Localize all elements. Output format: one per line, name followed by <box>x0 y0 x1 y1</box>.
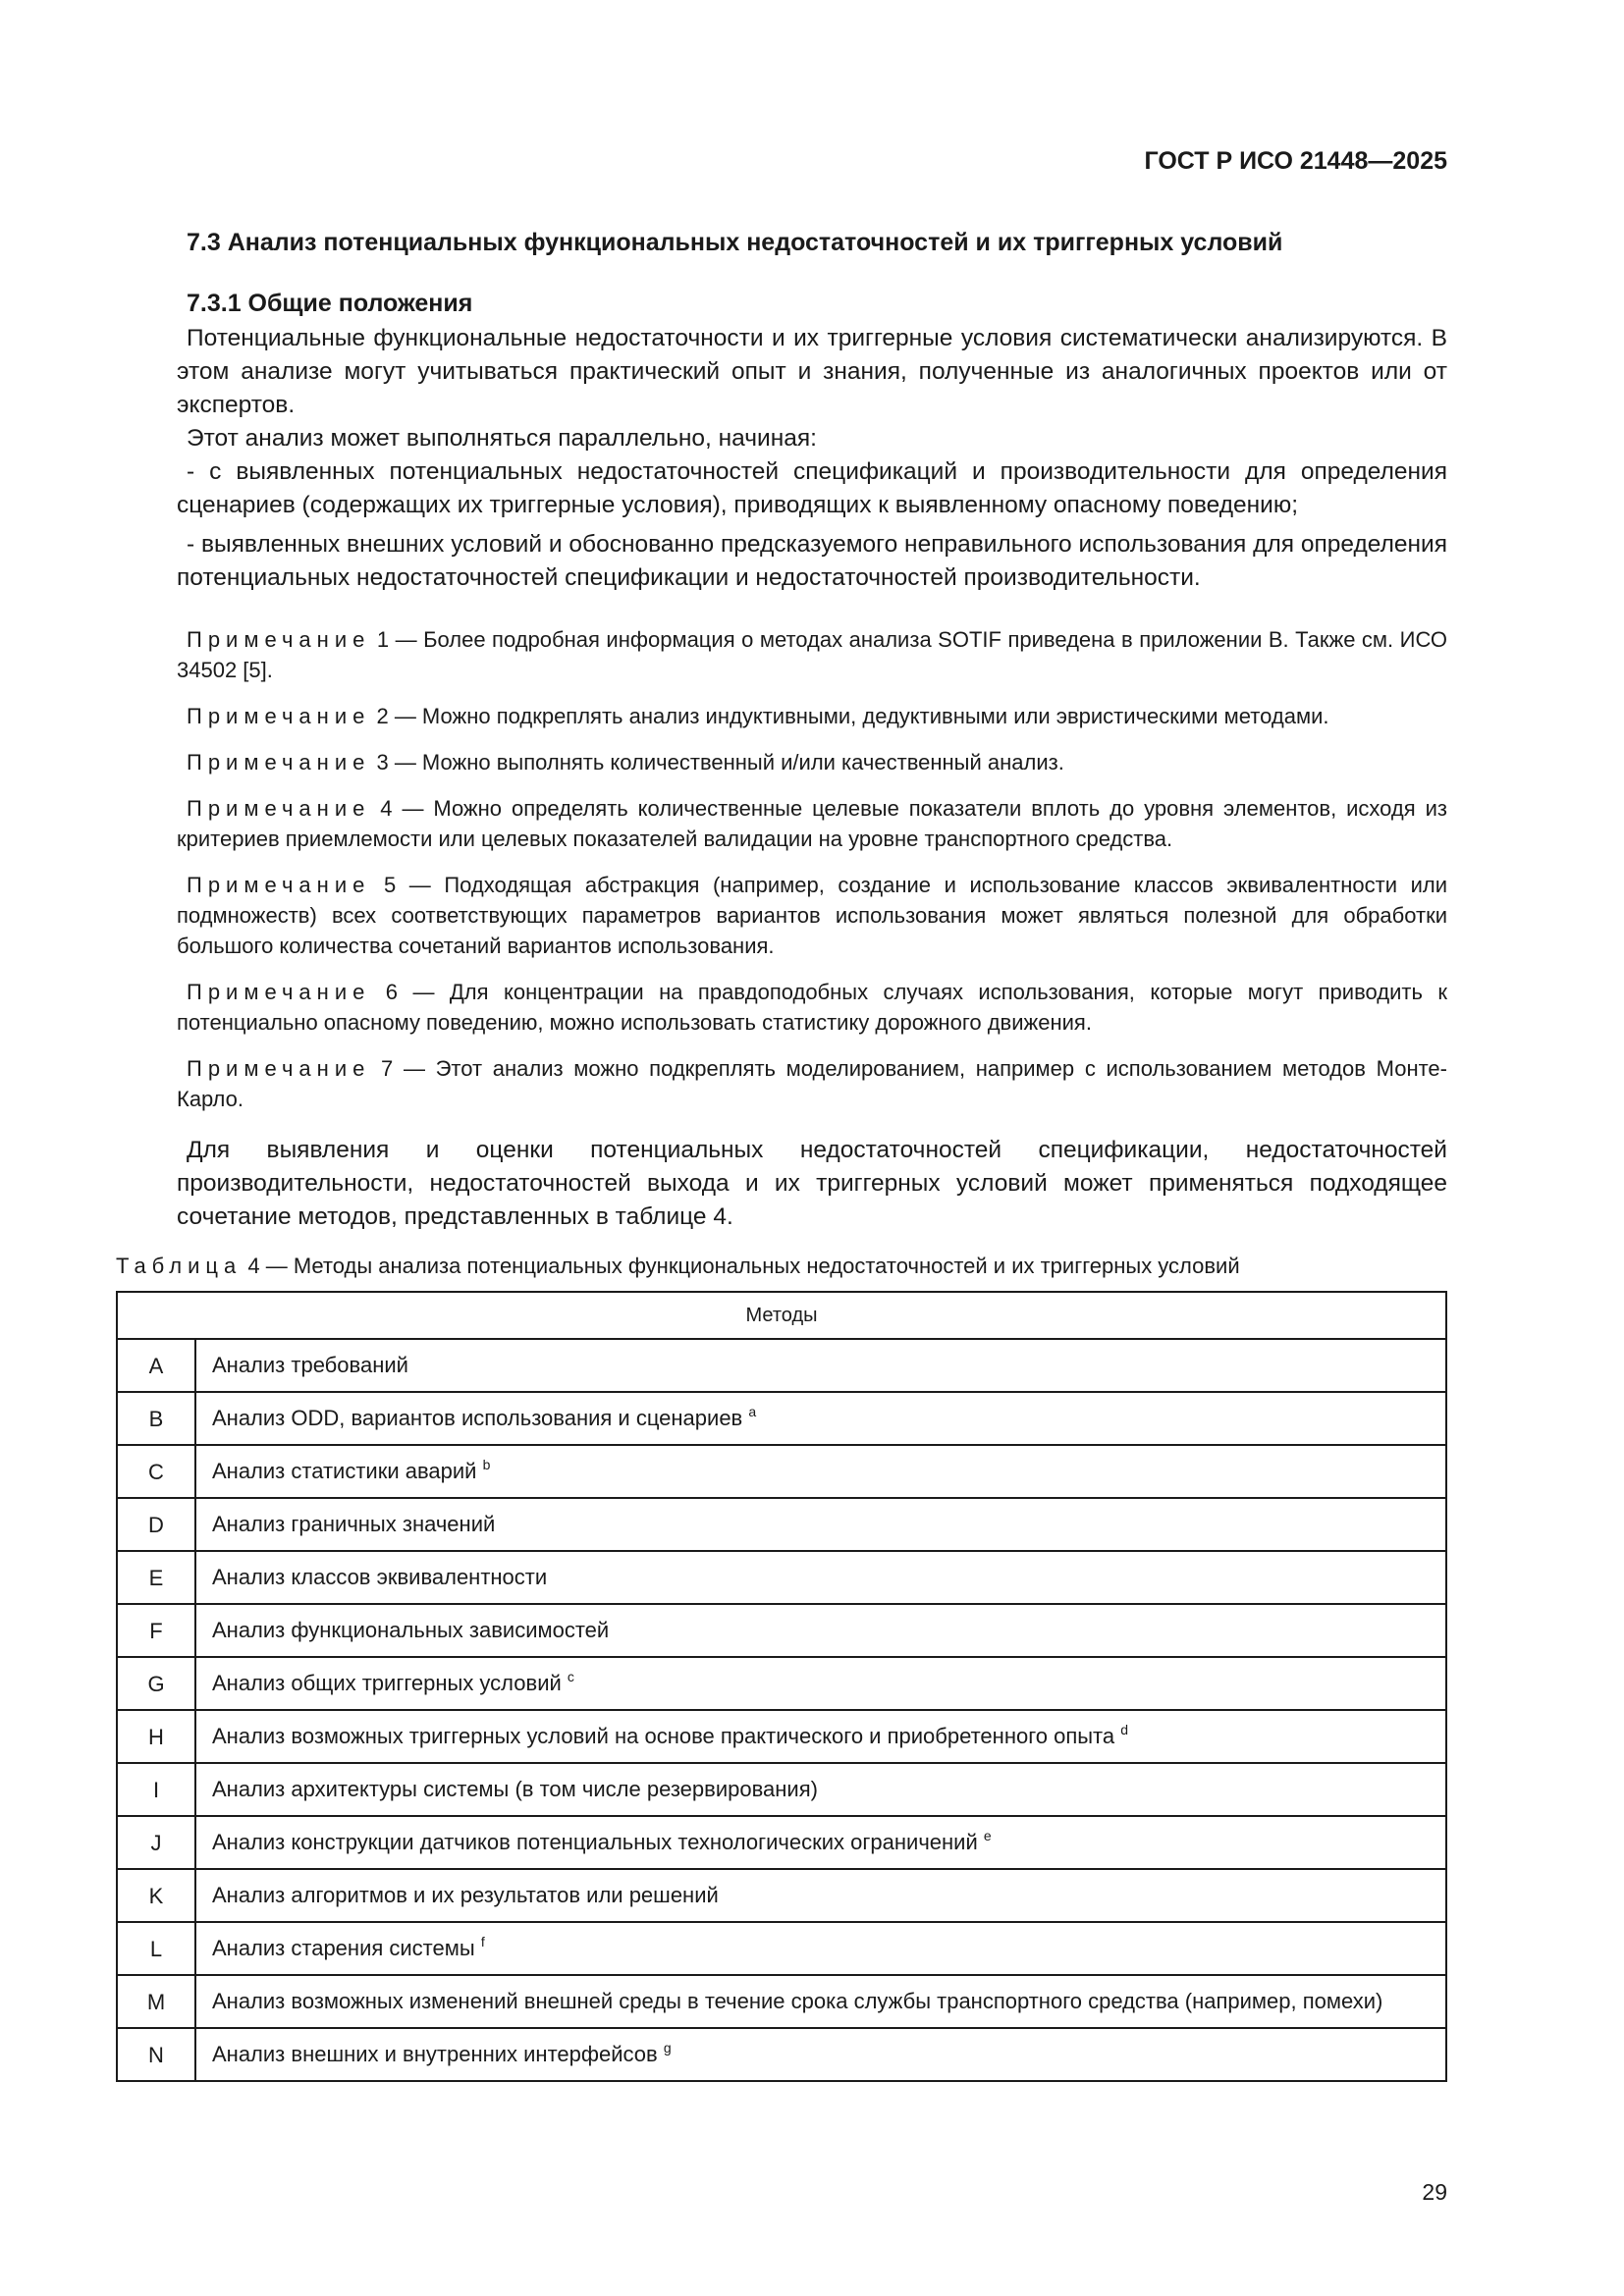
method-text: Анализ внешних и внутренних интерфейсов <box>212 2042 658 2066</box>
note-6 <box>177 977 1447 1038</box>
method-text: Анализ архитектуры системы (в том числе резервирования) <box>212 1777 818 1801</box>
note-text: 7 — Этот анализ можно подкреплять моделированием, например с использованием методов Монте-Карло. <box>177 1056 1447 1111</box>
footnote-marker: e <box>983 1828 992 1843</box>
footnote-marker: f <box>480 1934 485 1949</box>
table-row <box>117 1710 1446 1763</box>
method-text: Анализ общих триггерных условий <box>212 1671 562 1695</box>
table-row <box>117 1551 1446 1604</box>
method-text: Анализ возможных триггерных условий на основе практического и приобретенного опыта <box>212 1724 1115 1748</box>
table-row <box>117 1763 1446 1816</box>
table-caption-label: Таблица <box>116 1254 243 1278</box>
method-code: I <box>117 1763 195 1816</box>
list-item: - с выявленных потенциальных недостаточностей спецификаций и производительности для определения сценариев (содержащих их триггерные условия), приводящих к выявленному опасному поведению; <box>177 458 1447 518</box>
method-code: A <box>117 1339 195 1392</box>
note-1 <box>177 624 1447 685</box>
method-code: M <box>117 1975 195 2028</box>
method-text: Анализ конструкции датчиков потенциальных технологических ограничений <box>212 1830 978 1854</box>
method-description <box>195 1710 1446 1763</box>
table-row <box>117 1498 1446 1551</box>
paragraph-2: Этот анализ может выполняться параллельно, начиная: <box>187 425 817 452</box>
note-7 <box>177 1053 1447 1114</box>
method-text: Анализ возможных изменений внешней среды в течение срока службы транспортного средства (например, помехи) <box>212 1989 1383 2013</box>
method-description <box>195 1445 1446 1498</box>
table-row <box>117 1869 1446 1922</box>
method-code: C <box>117 1445 195 1498</box>
method-description <box>195 1975 1446 2028</box>
note-text: 5 — Подходящая абстракция (например, создание и использование классов эквивалентности или подмножеств) всех соответствующих параметров вариантов использования может являться полезной для обработки большого количества сочетаний вариантов использования. <box>177 873 1447 958</box>
method-description <box>195 1763 1446 1816</box>
method-text: Анализ классов эквивалентности <box>212 1565 548 1589</box>
method-description <box>195 1498 1446 1551</box>
footnote-marker: a <box>748 1404 757 1419</box>
method-description <box>195 1339 1446 1392</box>
method-text: Анализ ODD, вариантов использования и сценариев <box>212 1406 743 1430</box>
method-description <box>195 1657 1446 1710</box>
table-row <box>117 1445 1446 1498</box>
table-row <box>117 1604 1446 1657</box>
note-label: Примечание <box>187 1056 371 1081</box>
method-text: Анализ старения системы <box>212 1936 475 1960</box>
subsection-heading: 7.3.1 Общие положения <box>187 290 473 317</box>
table-caption-text: 4 — Методы анализа потенциальных функциональных недостаточностей и их триггерных условий <box>247 1254 1240 1278</box>
note-2 <box>177 701 1447 731</box>
footnote-marker: d <box>1120 1722 1129 1737</box>
note-3 <box>177 747 1447 777</box>
note-label: Примечание <box>187 704 371 728</box>
note-label: Примечание <box>187 627 371 652</box>
method-code: N <box>117 2028 195 2081</box>
document-code: ГОСТ Р ИСО 21448—2025 <box>1144 147 1447 175</box>
table-body <box>117 1339 1446 2081</box>
paragraph-3: Для выявления и оценки потенциальных недостаточностей спецификации, недостаточностей производительности, недостаточностей выхода и их триггерных условий может применяться подходящее сочетание методов, представленных в таблице 4. <box>177 1137 1447 1230</box>
method-code: H <box>117 1710 195 1763</box>
note-label: Примечание <box>187 873 371 897</box>
method-description <box>195 1604 1446 1657</box>
table-row <box>117 1657 1446 1710</box>
table-row <box>117 2028 1446 2081</box>
table-row <box>117 1339 1446 1392</box>
note-5 <box>177 870 1447 961</box>
method-text: Анализ алгоритмов и их результатов или решений <box>212 1883 719 1907</box>
method-text: Анализ требований <box>212 1353 408 1377</box>
section-heading: 7.3 Анализ потенциальных функциональных недостаточностей и их триггерных условий <box>187 229 1283 256</box>
list-item: - выявленных внешних условий и обоснованно предсказуемого неправильного использования для определения потенциальных недостаточностей спецификации и недостаточностей производительности. <box>177 531 1447 591</box>
table-row <box>117 1922 1446 1975</box>
page-number: 29 <box>1422 2179 1447 2205</box>
note-text: 1 — Более подробная информация о методах анализа SOTIF приведена в приложении В. Также см. ИСО 34502 [5]. <box>177 627 1447 682</box>
method-code: D <box>117 1498 195 1551</box>
method-code: G <box>117 1657 195 1710</box>
table-row <box>117 1975 1446 2028</box>
note-4 <box>177 793 1447 854</box>
note-text: 3 — Можно выполнять количественный и/или качественный анализ. <box>376 750 1064 774</box>
table-row <box>117 1392 1446 1445</box>
method-text: Анализ функциональных зависимостей <box>212 1618 610 1642</box>
note-label: Примечание <box>187 750 371 774</box>
table-header: Методы <box>117 1292 1446 1339</box>
note-text: 2 — Можно подкреплять анализ индуктивными, дедуктивными или эвристическими методами. <box>376 704 1329 728</box>
footnote-marker: c <box>567 1669 574 1684</box>
method-description <box>195 1392 1446 1445</box>
note-text: 4 — Можно определять количественные целевые показатели вплоть до уровня элементов, исходя из критериев приемлемости или целевых показателей валидации на уровне транспортного средства. <box>177 796 1447 851</box>
method-description <box>195 1816 1446 1869</box>
method-code: K <box>117 1869 195 1922</box>
method-code: B <box>117 1392 195 1445</box>
method-text: Анализ статистики аварий <box>212 1459 477 1483</box>
note-label: Примечание <box>187 980 371 1004</box>
method-code: F <box>117 1604 195 1657</box>
method-text: Анализ граничных значений <box>212 1512 496 1536</box>
table-caption <box>116 1252 1441 1281</box>
page-content <box>116 226 1447 2082</box>
method-code: J <box>117 1816 195 1869</box>
footnote-marker: g <box>663 2040 672 2056</box>
footnote-marker: b <box>482 1457 491 1472</box>
method-description <box>195 1922 1446 1975</box>
method-code: E <box>117 1551 195 1604</box>
method-description <box>195 2028 1446 2081</box>
method-description <box>195 1869 1446 1922</box>
paragraph-1: Потенциальные функциональные недостаточности и их триггерные условия систематически анализируются. В этом анализе могут учитываться практический опыт и знания, полученные из аналогичных проектов или от экспертов. <box>177 325 1447 418</box>
note-text: 6 — Для концентрации на правдоподобных случаях использования, которые могут приводить к потенциально опасному поведению, можно использовать статистику дорожного движения. <box>177 980 1447 1035</box>
method-description <box>195 1551 1446 1604</box>
methods-table <box>116 1291 1447 2082</box>
note-label: Примечание <box>187 796 371 821</box>
table-row <box>117 1816 1446 1869</box>
method-code: L <box>117 1922 195 1975</box>
